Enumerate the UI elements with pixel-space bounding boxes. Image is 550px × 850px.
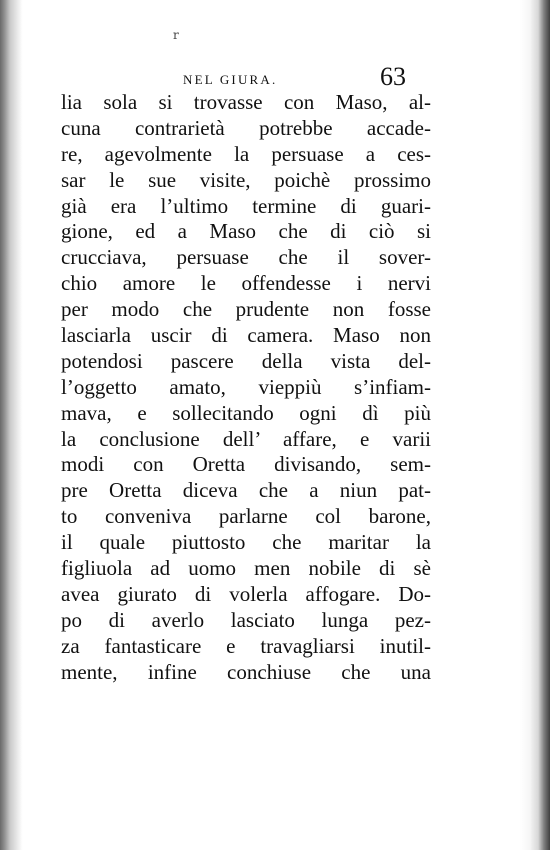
text-line: sar le sue visite, poichè prossimo — [61, 167, 431, 192]
body-text — [61, 90, 431, 685]
text-line: crucciava, persuase che il sover- — [61, 245, 431, 270]
text-line: modi con Oretta divisando, sem- — [61, 452, 431, 477]
text-line: l’oggetto amato, vieppiù s’infiam- — [61, 374, 431, 399]
text-line: cuna contrarietà potrebbe accade- — [61, 115, 431, 140]
running-head: NEL GIURA. — [183, 72, 278, 87]
text-line: già era l’ultimo termine di guari- — [61, 193, 431, 218]
text-line: la conclusione dell’ affare, e varii — [61, 426, 431, 451]
text-line: za fantasticare e travagliarsi inutil- — [61, 633, 431, 658]
stray-mark: r — [173, 28, 179, 42]
binding-shadow — [0, 0, 22, 850]
text-line: potendosi pascere della vista del- — [61, 348, 431, 373]
text-line: lia sola si trovasse con Maso, al- — [61, 90, 431, 114]
text-line: mente, infine conchiuse che una — [61, 659, 431, 684]
page-number: 63 — [380, 62, 406, 91]
text-line: mava, e sollecitando ogni dì più — [61, 400, 431, 425]
text-line: il quale piuttosto che maritar la — [61, 530, 431, 555]
text-line: figliuola ad uomo men nobile di sè — [61, 556, 431, 581]
text-line: pre Oretta diceva che a niun pat- — [61, 478, 431, 503]
text-line: re, agevolmente la persuase a ces- — [61, 141, 431, 166]
text-line: per modo che prudente non fosse — [61, 297, 431, 322]
page-edge-shadow — [530, 0, 550, 850]
text-line: chio amore le offendesse i nervi — [61, 271, 431, 296]
text-line: avea giurato di volerla affogare. Do- — [61, 581, 431, 606]
text-line: gione, ed a Maso che di ciò si — [61, 219, 431, 244]
text-line: to conveniva parlarne col barone, — [61, 504, 431, 529]
text-line: lasciarla uscir di camera. Maso non — [61, 323, 431, 348]
text-line: po di averlo lasciato lunga pez- — [61, 607, 431, 632]
